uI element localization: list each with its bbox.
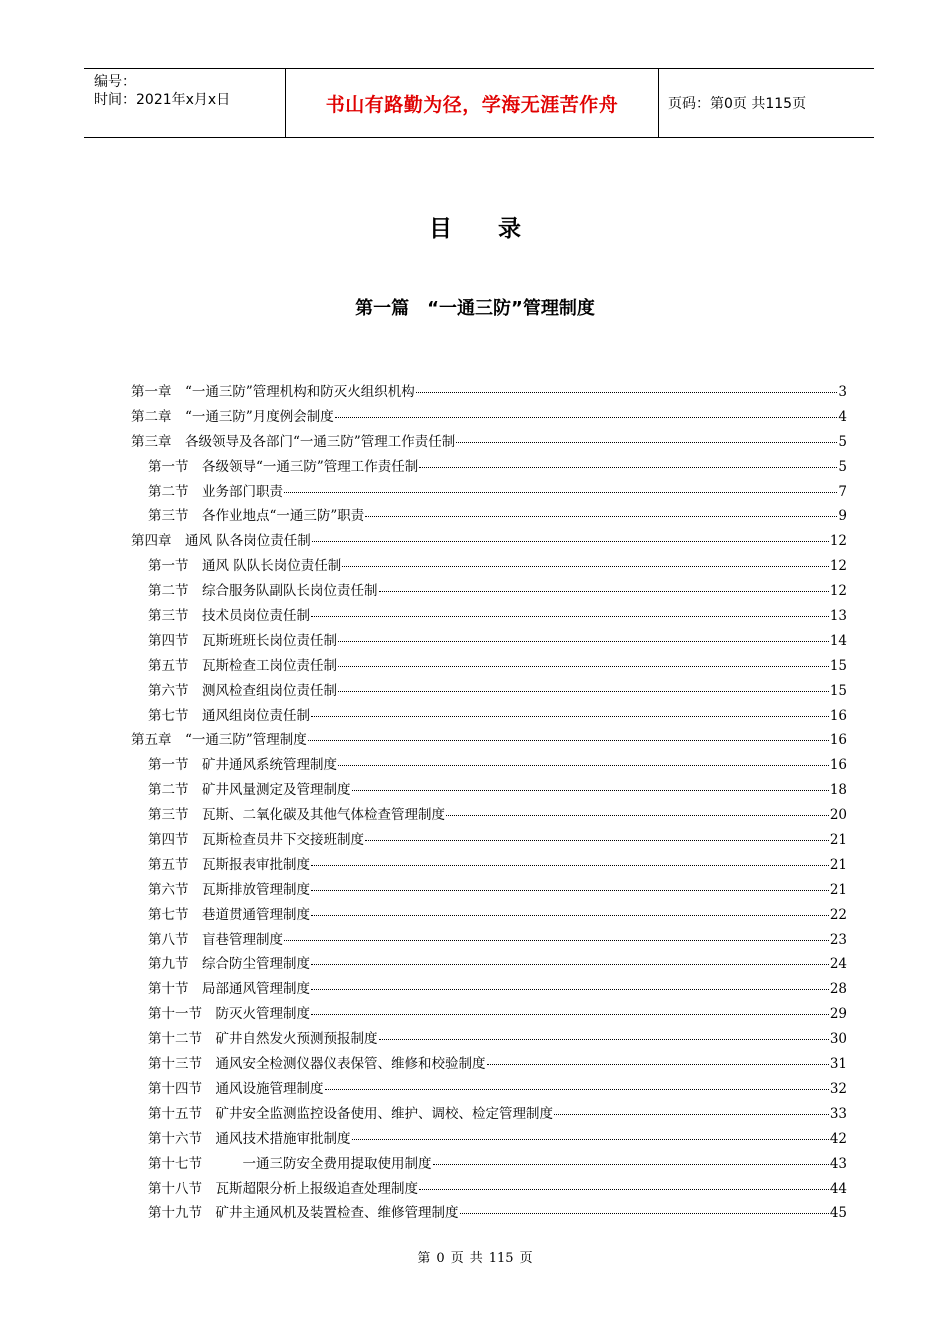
toc-entry-number: 第二章 xyxy=(131,408,172,425)
toc-entry[interactable] xyxy=(131,952,847,977)
toc-entry-gap xyxy=(189,704,203,724)
motto-text: 书山有路勤为径，学海无涯苦作舟 xyxy=(325,93,619,116)
toc-entry-page: 9 xyxy=(838,508,847,525)
toc-entry-gap xyxy=(189,977,203,997)
toc-entry-number: 第一节 xyxy=(148,558,189,575)
toc-entry-gap xyxy=(189,803,203,823)
toc-entry-page: 16 xyxy=(829,732,847,749)
toc-entry-gap xyxy=(189,654,203,674)
toc-dot-leader xyxy=(379,1039,829,1040)
toc-dot-leader xyxy=(554,1114,829,1115)
toc-entry-number: 第六节 xyxy=(148,682,189,699)
toc-title: 目 录 xyxy=(429,216,521,242)
toc-entry[interactable] xyxy=(131,928,847,953)
toc-dot-leader xyxy=(365,840,829,841)
toc-entry[interactable] xyxy=(131,1027,847,1052)
number-label: 编号： xyxy=(94,74,136,90)
toc-entry-number: 第十八节 xyxy=(148,1180,202,1197)
toc-entry-gap xyxy=(189,679,203,699)
toc-entry-gap xyxy=(189,504,203,524)
toc-dot-leader xyxy=(311,964,829,965)
toc-entry-page: 3 xyxy=(838,384,847,400)
toc-entry-gap xyxy=(202,1052,216,1072)
toc-entry-page: 30 xyxy=(829,1031,847,1048)
toc-entry-number: 第三节 xyxy=(148,608,189,625)
toc-dot-leader xyxy=(352,1139,829,1140)
toc-entry[interactable] xyxy=(131,430,847,455)
toc-entry[interactable] xyxy=(131,1152,847,1177)
toc-entry-page: 23 xyxy=(829,931,847,948)
toc-entry-page: 15 xyxy=(829,657,847,674)
toc-entry-title: 盲巷管理制度 xyxy=(202,931,283,948)
footer-ye2: 页 xyxy=(519,1251,533,1266)
toc-entry-page: 12 xyxy=(829,558,847,575)
toc-entry-number: 第五章 xyxy=(131,732,172,749)
toc-entry-page: 45 xyxy=(829,1205,847,1222)
toc-dot-leader xyxy=(419,467,837,468)
toc-entry-title: 局部通风管理制度 xyxy=(202,981,310,998)
footer-total-pages: 115 xyxy=(488,1251,514,1266)
toc-entry-number: 第三章 xyxy=(131,433,172,450)
toc-entry-title: 矿井风量测定及管理制度 xyxy=(202,782,351,799)
toc-entry-title: 瓦斯班班长岗位责任制 xyxy=(202,632,337,649)
toc-entry-number: 第十六节 xyxy=(148,1130,202,1147)
toc-entry-title: 矿井主通风机及装置检查、维修管理制度 xyxy=(215,1205,459,1222)
toc-dot-leader xyxy=(311,915,829,916)
toc-entry[interactable] xyxy=(131,1201,847,1226)
toc-entry-number: 第八节 xyxy=(148,931,189,948)
toc-entry-title: 通风技术措施审批制度 xyxy=(215,1130,351,1147)
toc-entry-gap xyxy=(189,928,203,948)
footer-page-number: 0 xyxy=(436,1251,445,1266)
toc-entry-gap xyxy=(189,604,203,624)
toc-entry-title: 测风检查组岗位责任制 xyxy=(202,682,337,699)
toc-entry-page: 44 xyxy=(829,1180,847,1197)
toc-entry[interactable] xyxy=(131,455,847,480)
header-page-cell xyxy=(659,69,874,137)
toc-entry[interactable] xyxy=(131,1102,847,1127)
toc-dot-leader xyxy=(311,1014,829,1015)
toc-entry-title: 瓦斯、二氧化碳及其他气体检查管理制度 xyxy=(202,807,445,824)
toc-entry-title: 各作业地点“一通三防”职责 xyxy=(202,508,365,525)
toc-entry-title: 防灭火管理制度 xyxy=(215,1006,310,1023)
toc-dot-leader xyxy=(311,616,829,617)
toc-entry-page: 24 xyxy=(829,956,847,973)
toc-entry-number: 第二节 xyxy=(148,583,189,600)
toc-entry[interactable] xyxy=(131,405,847,430)
toc-dot-leader xyxy=(416,392,838,393)
time-label: 时间：2021年x月x日 xyxy=(94,92,231,108)
toc-entry-title: 综合防尘管理制度 xyxy=(202,956,310,973)
toc-entry-gap xyxy=(202,1152,243,1172)
toc-entry-title: 综合服务队副队长岗位责任制 xyxy=(202,583,378,600)
toc-entry[interactable] xyxy=(131,654,847,679)
toc-entry[interactable] xyxy=(131,480,847,505)
toc-entry-number: 第四节 xyxy=(148,632,189,649)
toc-entry-page: 18 xyxy=(829,782,847,799)
toc-entry-number: 第五节 xyxy=(148,856,189,873)
toc-dot-leader xyxy=(284,940,829,941)
toc-entry-gap xyxy=(189,878,203,898)
toc-entry-gap xyxy=(189,629,203,649)
toc-entry[interactable] xyxy=(131,803,847,828)
toc-entry-number: 第一章 xyxy=(131,384,172,400)
toc-entry[interactable] xyxy=(131,828,847,853)
toc-entry-number: 第七节 xyxy=(148,707,189,724)
toc-entry-title: “一通三防”月度例会制度 xyxy=(185,408,334,425)
toc-entry-title: “一通三防”管理制度 xyxy=(185,732,307,749)
toc-entry-number: 第四节 xyxy=(148,832,189,849)
toc-entry-gap xyxy=(172,405,186,425)
toc-entry[interactable] xyxy=(131,380,847,405)
toc-entry-number: 第三节 xyxy=(148,807,189,824)
toc-entry-page: 33 xyxy=(829,1105,847,1122)
toc-entry-page: 4 xyxy=(838,408,847,425)
header-motto-cell xyxy=(286,69,659,137)
toc-dot-leader xyxy=(325,1089,829,1090)
toc-dot-leader xyxy=(335,417,838,418)
toc-entry-gap xyxy=(202,1102,216,1122)
toc-entry[interactable] xyxy=(131,1177,847,1202)
toc-entry-number: 第十七节 xyxy=(148,1155,202,1172)
toc-entry-number: 第三节 xyxy=(148,508,189,525)
footer-ye: 页 xyxy=(450,1251,464,1266)
toc-dot-leader xyxy=(338,641,829,642)
toc-entry-title: 瓦斯报表审批制度 xyxy=(202,856,310,873)
toc-entry-title: 瓦斯超限分析上报级追查处理制度 xyxy=(215,1180,418,1197)
toc-entry-number: 第六节 xyxy=(148,881,189,898)
toc-entry-page: 21 xyxy=(829,881,847,898)
header-meta-cell xyxy=(84,69,286,137)
toc-dot-leader xyxy=(311,989,829,990)
toc-entry-number: 第十四节 xyxy=(148,1080,202,1097)
toc-entry-number: 第一节 xyxy=(148,757,189,774)
part-title: 第一篇 “一通三防”管理制度 xyxy=(355,298,595,319)
toc-entry-gap xyxy=(202,1127,216,1147)
toc-dot-leader xyxy=(456,442,837,443)
toc-entry[interactable] xyxy=(131,1077,847,1102)
toc-entry-number: 第二节 xyxy=(148,782,189,799)
toc-entry-title: 通风 队各岗位责任制 xyxy=(185,533,311,550)
toc-entry-gap xyxy=(202,1177,216,1197)
toc-dot-leader xyxy=(352,790,829,791)
toc-entry-title: 矿井自然发火预测预报制度 xyxy=(215,1031,378,1048)
toc-entry-title: 瓦斯排放管理制度 xyxy=(202,881,310,898)
toc-entry-number: 第九节 xyxy=(148,956,189,973)
toc-entry[interactable] xyxy=(131,977,847,1002)
toc-entry[interactable] xyxy=(131,903,847,928)
toc-entry[interactable] xyxy=(131,604,847,629)
toc-dot-leader xyxy=(311,865,829,866)
toc-entry[interactable] xyxy=(131,629,847,654)
toc-dot-leader xyxy=(338,691,829,692)
toc-dot-leader xyxy=(487,1064,829,1065)
toc-entry[interactable] xyxy=(131,579,847,604)
toc-entry[interactable] xyxy=(131,728,847,753)
toc-entry-title: 巷道贯通管理制度 xyxy=(202,906,310,923)
toc-entry-page: 13 xyxy=(829,608,847,625)
toc-dot-leader xyxy=(311,890,829,891)
toc-entry-number: 第十节 xyxy=(148,981,189,998)
toc-dot-leader xyxy=(433,1164,829,1165)
footer-gong: 共 xyxy=(469,1251,483,1266)
toc-entry[interactable] xyxy=(131,778,847,803)
toc-entry[interactable] xyxy=(131,1002,847,1027)
toc-entry-title: 技术员岗位责任制 xyxy=(202,608,310,625)
toc-entry-number: 第七节 xyxy=(148,906,189,923)
toc-entry-page: 5 xyxy=(838,433,847,450)
toc-entry-gap xyxy=(189,778,203,798)
toc-entry-page: 16 xyxy=(829,707,847,724)
page-footer xyxy=(0,1247,950,1266)
toc-entry-title: 通风 队队长岗位责任制 xyxy=(202,558,342,575)
toc-entry-gap xyxy=(189,952,203,972)
toc-entry-title: 矿井安全监测监控设备使用、维护、调校、检定管理制度 xyxy=(215,1105,553,1122)
toc-entry-page: 21 xyxy=(829,832,847,849)
toc-entry-page: 31 xyxy=(829,1056,847,1073)
toc-entry[interactable] xyxy=(131,504,847,529)
toc-entry-page: 15 xyxy=(829,682,847,699)
toc-entry-page: 32 xyxy=(829,1080,847,1097)
toc-entry[interactable] xyxy=(131,554,847,579)
toc-entry-number: 第十二节 xyxy=(148,1031,202,1048)
toc-entry-gap xyxy=(189,554,203,574)
toc-entry-title: 通风安全检测仪器仪表保管、维修和校验制度 xyxy=(215,1056,486,1073)
toc-entry-gap xyxy=(172,380,186,400)
toc-entry-page: 7 xyxy=(838,483,847,500)
toc-entry-gap xyxy=(172,529,186,549)
toc-entry-page: 14 xyxy=(829,632,847,649)
toc-entry-page: 22 xyxy=(829,906,847,923)
toc-entry-number: 第十五节 xyxy=(148,1105,202,1122)
page-code: 页码：第0页 共115页 xyxy=(668,96,807,112)
toc-entry-title: 业务部门职责 xyxy=(202,483,283,500)
toc-dot-leader xyxy=(311,716,829,717)
toc-entry-number: 第四章 xyxy=(131,533,172,550)
toc-entry[interactable] xyxy=(131,1127,847,1152)
toc-entry[interactable] xyxy=(131,679,847,704)
toc-entry-title: 各级领导“一通三防”管理工作责任制 xyxy=(202,458,419,475)
toc-entry-gap xyxy=(189,579,203,599)
toc-entry-page: 42 xyxy=(829,1130,847,1147)
toc-entry-number: 第二节 xyxy=(148,483,189,500)
toc-entry-title: 通风组岗位责任制 xyxy=(202,707,310,724)
toc-entry-title: 矿井通风系统管理制度 xyxy=(202,757,337,774)
toc-entry-title: 各级领导及各部门“一通三防”管理工作责任制 xyxy=(185,433,456,450)
toc-entry-gap xyxy=(202,1201,216,1221)
toc-entry-page: 12 xyxy=(829,583,847,600)
toc-entry-gap xyxy=(202,1077,216,1097)
toc-dot-leader xyxy=(379,591,829,592)
toc-entry[interactable] xyxy=(131,753,847,778)
toc-dot-leader xyxy=(338,765,829,766)
header-table xyxy=(84,68,874,138)
toc-entry-number: 第五节 xyxy=(148,657,189,674)
toc-entry-page: 5 xyxy=(838,458,847,475)
toc-entry-number: 第十三节 xyxy=(148,1056,202,1073)
toc-entry-gap xyxy=(202,1002,216,1022)
toc-entry-page: 28 xyxy=(829,981,847,998)
toc-dot-leader xyxy=(446,815,829,816)
toc-entry-title: 一通三防安全费用提取使用制度 xyxy=(242,1155,432,1172)
toc-entry-title: 瓦斯检查工岗位责任制 xyxy=(202,657,337,674)
toc-entry-title: 瓦斯检查员井下交接班制度 xyxy=(202,832,364,849)
toc-entry-gap xyxy=(172,728,186,748)
toc-entry-page: 21 xyxy=(829,856,847,873)
toc-entry[interactable] xyxy=(131,1052,847,1077)
toc-entry-gap xyxy=(189,903,203,923)
toc-entry-page: 43 xyxy=(829,1155,847,1172)
toc-entry-page: 12 xyxy=(829,533,847,550)
toc-entry-title: “一通三防”管理机构和防灭火组织机构 xyxy=(185,384,415,400)
table-of-contents xyxy=(131,380,847,1226)
toc-dot-leader xyxy=(419,1189,829,1190)
toc-dot-leader xyxy=(342,566,829,567)
toc-entry-gap xyxy=(189,480,203,500)
toc-entry[interactable] xyxy=(131,878,847,903)
toc-dot-leader xyxy=(338,666,829,667)
toc-entry-gap xyxy=(202,1027,216,1047)
toc-entry-page: 29 xyxy=(829,1006,847,1023)
toc-dot-leader xyxy=(308,740,829,741)
toc-entry[interactable] xyxy=(131,704,847,729)
toc-entry-gap xyxy=(172,430,186,450)
toc-dot-leader xyxy=(284,492,837,493)
toc-entry-page: 16 xyxy=(829,757,847,774)
toc-dot-leader xyxy=(312,541,829,542)
toc-entry-page: 20 xyxy=(829,807,847,824)
toc-entry-gap xyxy=(189,828,203,848)
toc-entry[interactable] xyxy=(131,529,847,554)
toc-entry-gap xyxy=(189,753,203,773)
toc-entry-gap xyxy=(189,853,203,873)
toc-entry-number: 第一节 xyxy=(148,458,189,475)
toc-entry-number: 第十九节 xyxy=(148,1205,202,1222)
toc-dot-leader xyxy=(365,516,837,517)
toc-entry[interactable] xyxy=(131,853,847,878)
toc-entry-title: 通风设施管理制度 xyxy=(215,1080,324,1097)
footer-di: 第 xyxy=(417,1251,431,1266)
toc-entry-number: 第十一节 xyxy=(148,1006,202,1023)
toc-dot-leader xyxy=(460,1213,829,1214)
toc-entry-gap xyxy=(189,455,203,475)
